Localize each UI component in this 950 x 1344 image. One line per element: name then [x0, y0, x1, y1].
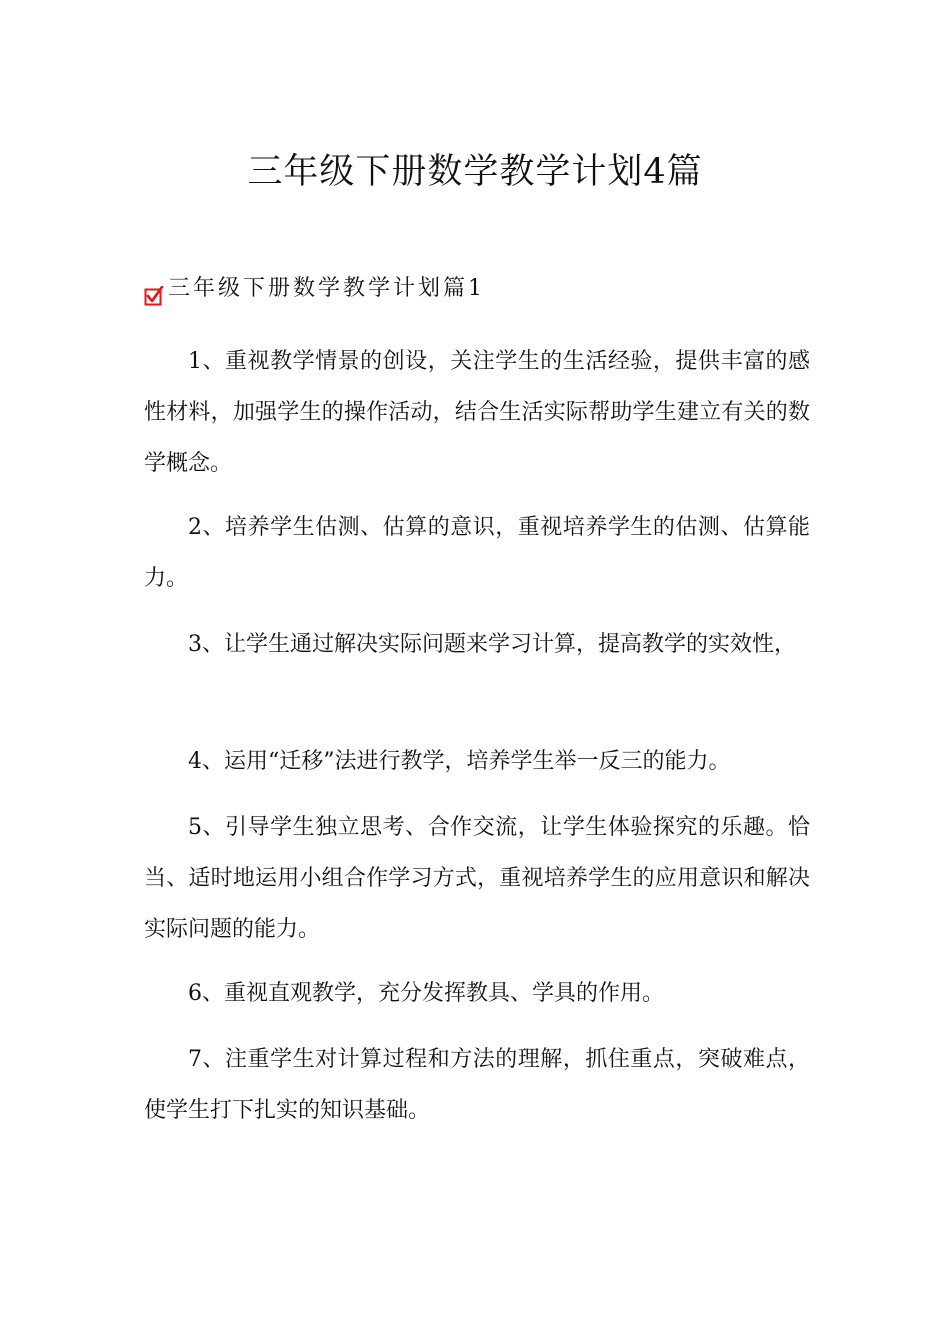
paragraph-2: 2、培养学生估测、估算的意识，重视培养学生的估测、估算能力。	[144, 515, 810, 591]
checkbox-checked-icon	[144, 283, 164, 303]
paragraph-4: 4、运用“迁移”法进行教学，培养学生举一反三的能力。	[188, 749, 731, 774]
paragraph-5: 5、引导学生独立思考、合作交流，让学生体验探究的乐趣。恰当、适时地运用小组合作学习方式，重视培养学生的应用意识和解决实际问题的能力。	[144, 815, 810, 942]
paragraph-3: 3、让学生通过解决实际问题来学习计算，提高教学的实效性，	[188, 632, 796, 657]
paragraph-6: 6、重视直观教学，充分发挥教具、学具的作用。	[188, 981, 664, 1006]
section-heading	[144, 272, 485, 306]
paragraph-1: 1、重视教学情景的创设，关注学生的生活经验，提供丰富的感性材料，加强学生的操作活动，结合生活实际帮助学生建立有关的数学概念。	[144, 349, 810, 476]
section-heading-text: 三年级下册数学教学计划篇1	[168, 276, 485, 301]
paragraph-7: 7、注重学生对计算过程和方法的理解，抓住重点，突破难点，使学生打下扎实的知识基础。	[144, 1047, 810, 1123]
document-title: 三年级下册数学教学计划4篇	[247, 152, 703, 192]
